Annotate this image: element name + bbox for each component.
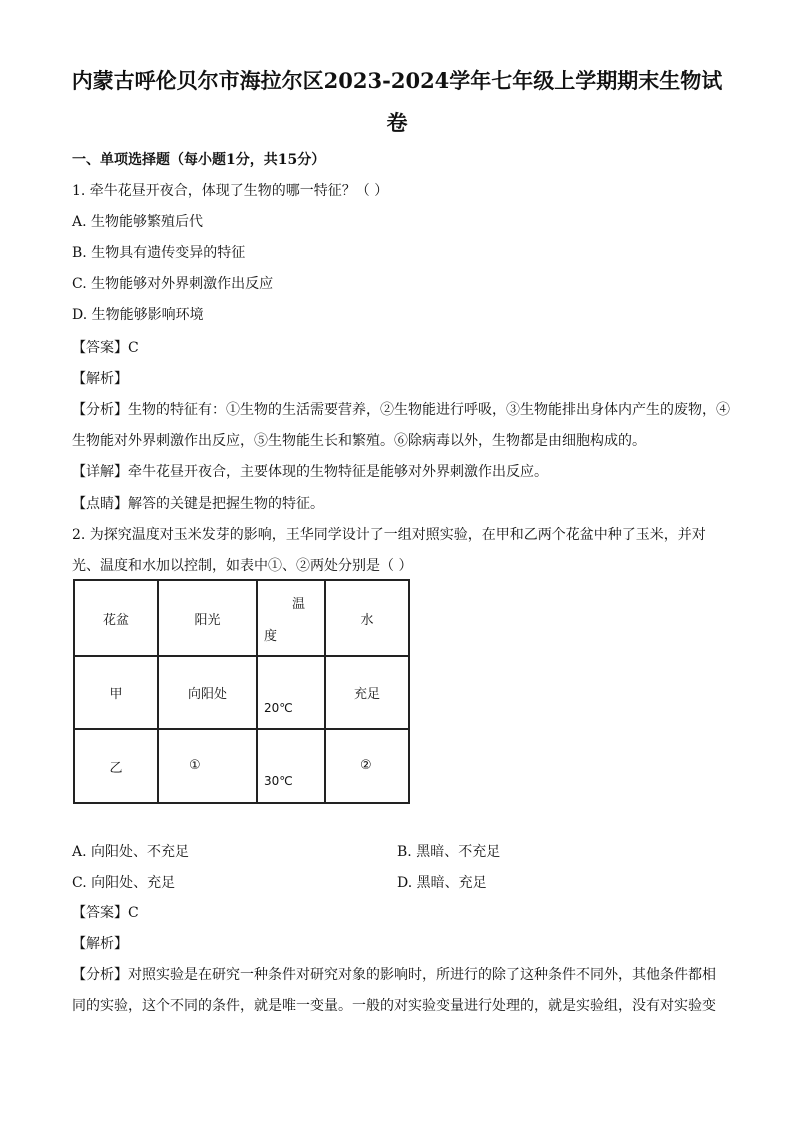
q1-dianjing: 【点睛】解答的关键是把握生物的特征。: [72, 496, 324, 512]
table-header-cell: 阳光: [158, 580, 257, 656]
q1-option-b: B. 生物具有遗传变异的特征: [72, 245, 246, 261]
q1-option-d: D. 生物能够影响环境: [72, 307, 204, 323]
table-header-cell: 花盆: [74, 580, 158, 656]
q2-option-d: D. 黑暗、充足: [397, 875, 487, 891]
q1-option-c: C. 生物能够对外界刺激作出反应: [72, 276, 274, 292]
q1-fenxi-line1: 【分析】生物的特征有：①生物的生活需要营养，②生物能进行呼吸，③生物能排出身体内产生的废物，④: [72, 402, 730, 418]
q2-option-a: A. 向阳处、不充足: [72, 844, 190, 860]
table-cell: 甲: [74, 656, 158, 729]
table-header-cell: 温 度: [257, 580, 325, 656]
q2-stem-line2: 光、温度和水加以控制，如表中①、②两处分别是（ ）: [72, 558, 413, 574]
q2-answer: 【答案】C: [72, 905, 139, 921]
table-row: [74, 729, 409, 803]
table-cell: 20℃: [257, 656, 325, 729]
q2-option-b: B. 黑暗、不充足: [397, 844, 501, 860]
doc-title-line1: 内蒙古呼伦贝尔市海拉尔区2023-2024学年七年级上学期期末生物试: [71, 68, 723, 93]
q2-analysis-label: 【解析】: [72, 936, 128, 952]
table-cell: ②: [325, 729, 409, 803]
q2-stem-line1: 2. 为探究温度对玉米发芽的影响，王华同学设计了一组对照实验，在甲和乙两个花盆中种了玉米，并对: [72, 527, 706, 543]
table-cell: 充足: [325, 656, 409, 729]
q2-fenxi-line1: 【分析】对照实验是在研究一种条件对研究对象的影响时，所进行的除了这种条件不同外，其他条件都相: [72, 967, 716, 983]
table-cell: 30℃: [257, 729, 325, 803]
q1-answer: 【答案】C: [72, 340, 139, 356]
table-cell: ①: [158, 729, 257, 803]
table-cell: 乙: [74, 729, 158, 803]
q1-option-a: A. 生物能够繁殖后代: [72, 214, 204, 230]
q2-fenxi-line2: 同的实验，这个不同的条件，就是唯一变量。一般的对实验变量进行处理的，就是实验组，没有对实验变: [72, 998, 716, 1014]
q1-stem: 1. 牵牛花昼开夜合，体现了生物的哪一特征？（ ）: [72, 183, 389, 199]
experiment-table: [73, 579, 410, 804]
doc-title-line2: 卷: [386, 110, 408, 135]
table-row: [74, 656, 409, 729]
q1-analysis-label: 【解析】: [72, 371, 128, 387]
q1-fenxi-line2: 生物能对外界刺激作出反应，⑤生物能生长和繁殖。⑥除病毒以外，生物都是由细胞构成的。: [72, 433, 646, 449]
table-cell: 向阳处: [158, 656, 257, 729]
q1-xiangjie: 【详解】牵牛花昼开夜合，主要体现的生物特征是能够对外界刺激作出反应。: [72, 464, 548, 480]
table-header-cell: 水: [325, 580, 409, 656]
section-heading: 一、单项选择题（每小题1分，共15分）: [72, 152, 326, 168]
q2-option-c: C. 向阳处、充足: [72, 875, 176, 891]
